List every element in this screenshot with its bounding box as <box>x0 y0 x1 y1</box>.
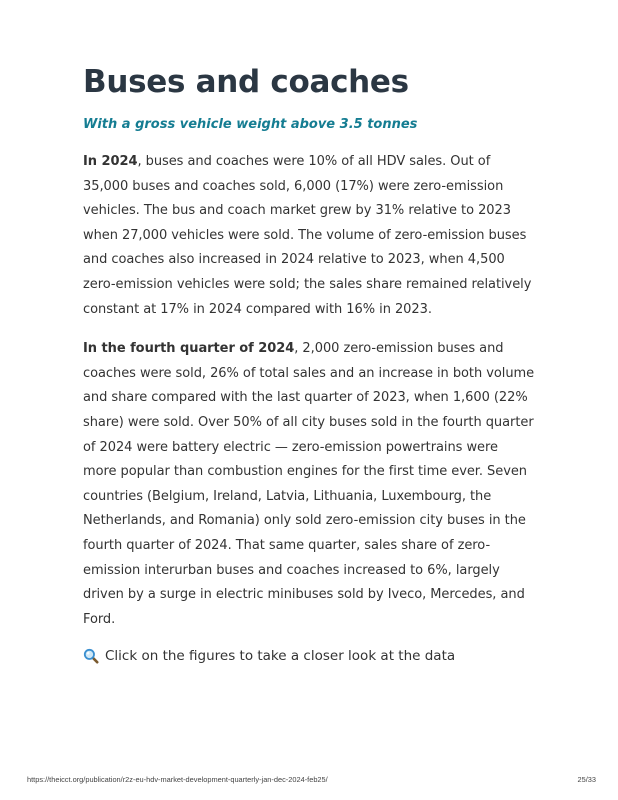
paragraph-2024 <box>83 150 535 322</box>
paragraph-text: , 2,000 zero-emission buses and coaches were sold, 26% of total sales and an increase in both volume and share compared with the last quarter of 2023, when 1,600 (22% share) were sold. Over 50% of all city buses sold in the fourth quarter of 2024 were battery electric — zero-emission powertrains were more popular than combustion engines for the first time ever. Seven countries (Belgium, Ireland, Latvia, Lithuania, Luxembourg, the Netherlands, and Romania) only sold zero-emission city buses in the fourth quarter of 2024. That same quarter, sales share of zero-emission interurban buses and coaches increased to 6%, largely driven by a surge in electric minibuses sold by Iveco, Mercedes, and Ford. <box>83 341 535 627</box>
magnifying-glass-icon <box>83 648 99 664</box>
paragraph-q4-2024 <box>83 337 535 632</box>
paragraph-lead: In 2024 <box>83 154 138 169</box>
print-url: https://theicct.org/publication/r2z-eu-hdv-market-development-quarterly-jan-dec-2024-feb25/ <box>27 775 328 784</box>
section-subtitle: With a gross vehicle weight above 3.5 tonnes <box>83 117 418 132</box>
article-section <box>83 62 535 666</box>
figures-hint <box>83 646 535 666</box>
figures-hint-text: Click on the figures to take a closer look at the data <box>105 648 456 665</box>
print-footer <box>27 775 596 784</box>
paragraph-lead: In the fourth quarter of 2024 <box>83 341 295 357</box>
paragraph-text: , buses and coaches were 10% of all HDV sales. Out of 35,000 buses and coaches sold, 6,000 (17%) were zero-emission vehicles. The bus and coach market grew by 31% relative to 2023 when 27,000 vehicles were sold. The volume of zero-emission buses and coaches also increased in 2024 relative to 2023, when 4,500 zero-emission vehicles were sold; the sales share remained relatively constant at 17% in 2024 compared with 16% in 2023. <box>83 154 532 317</box>
print-page-number: 25/33 <box>577 775 596 784</box>
section-title: Buses and coaches <box>83 64 409 100</box>
